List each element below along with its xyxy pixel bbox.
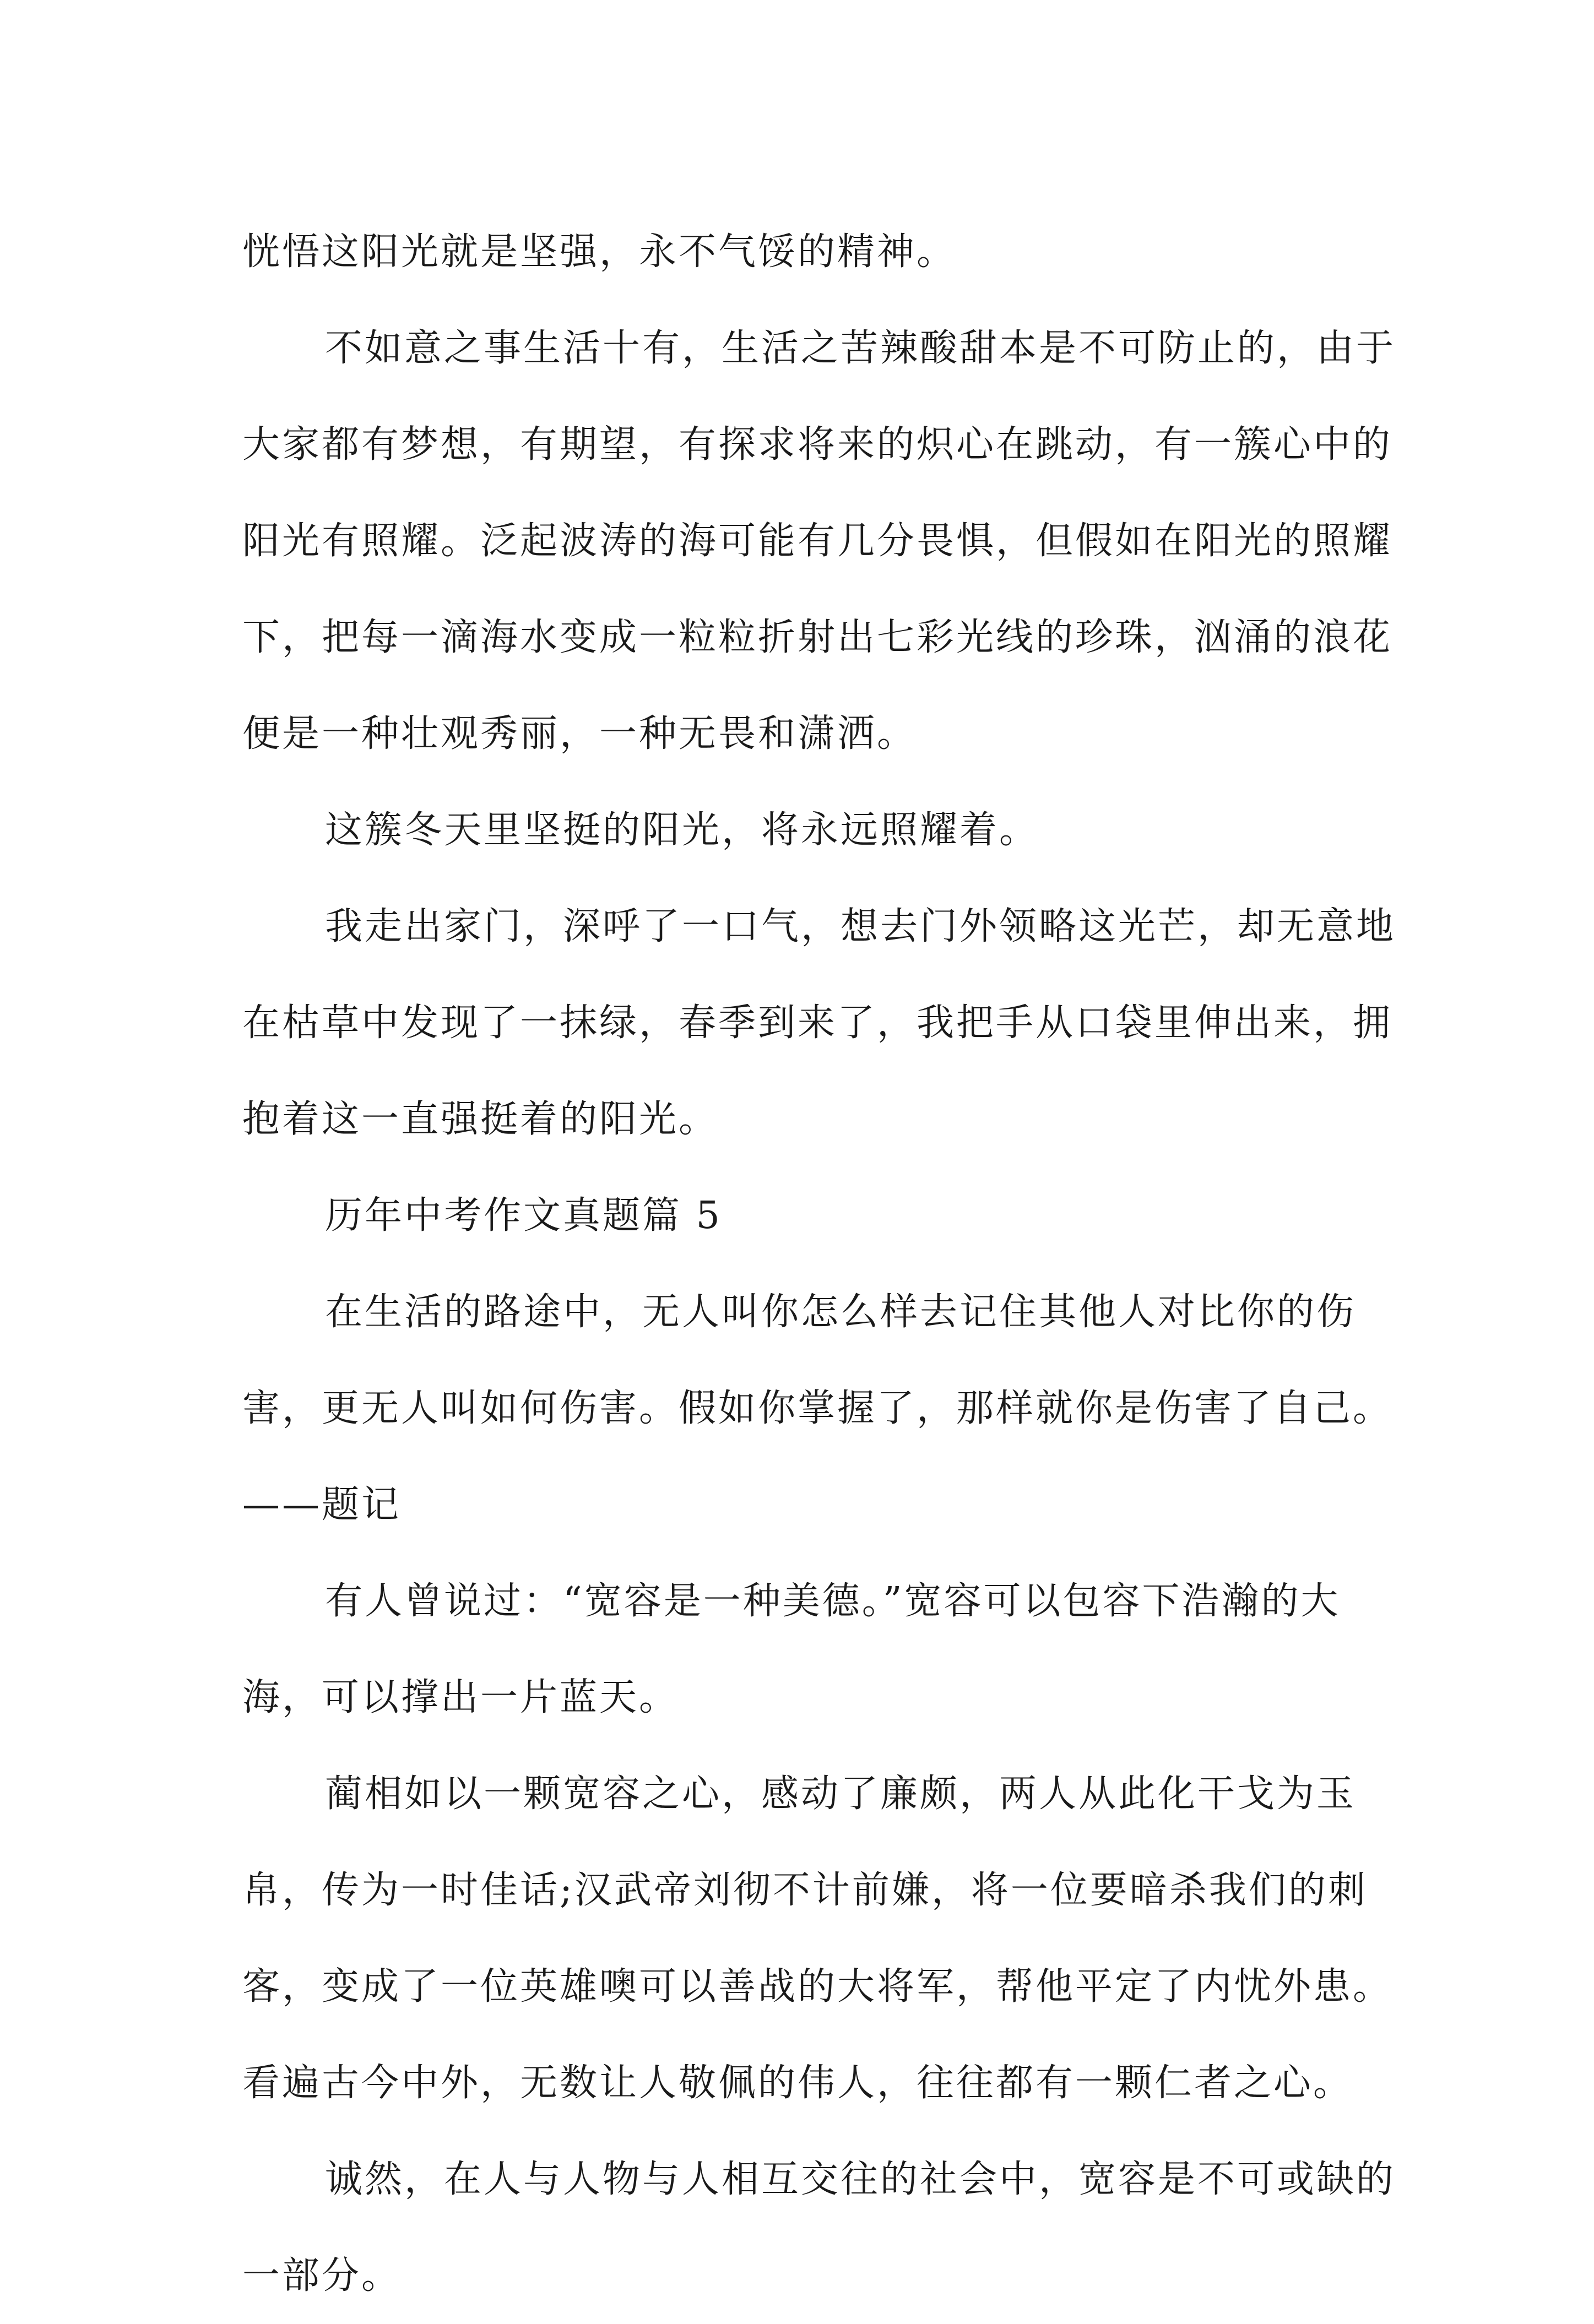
paragraph-1: 恍悟这阳光就是坚强，永不气馁的精神。 bbox=[242, 230, 957, 274]
paragraph-6: 在生活的路途中，无人叫你怎么样去记住其他人对比你的伤害，更无人叫如何伤害。假如你掌握了，那样就你是伤害了自己。——题记 bbox=[242, 1290, 1393, 1527]
paragraph-4: 我走出家门，深呼了一口气，想去门外领略这光芒，却无意地在枯草中发现了一抹绿，春季到来了，我把手从口袋里伸出来，拥抱着这一直强挺着的阳光。 bbox=[242, 905, 1396, 1141]
paragraph-7: 有人曾说过：“宽容是一种美德。”宽容可以包容下浩瀚的大海，可以撑出一片蓝天。 bbox=[242, 1579, 1341, 1719]
document-body bbox=[242, 204, 1399, 2324]
paragraph-8: 蔺相如以一颗宽容之心，感动了廉颇，两人从此化干戈为玉帛，传为一时佳话;汉武帝刘彻不计前嫌，将一位要暗杀我们的刺客，变成了一位英雄噢可以善战的大将军，帮他平定了内忧外患。看遍古今中外，无数让人敬佩的伟人，往往都有一颗仁者之心。 bbox=[242, 1772, 1393, 2105]
paragraph-3: 这簇冬天里坚挺的阳光，将永远照耀着。 bbox=[325, 808, 1039, 852]
paragraph-2: 不如意之事生活十有，生活之苦辣酸甜本是不可防止的，由于大家都有梦想，有期望，有探求将来的炽心在跳动，有一簇心中的阳光有照耀。泛起波涛的海可能有几分畏惧，但假如在阳光的照耀下，把每一滴海水变成一粒粒折射出七彩光线的珍珠，汹涌的浪花便是一种壮观秀丽，一种无畏和潇洒。 bbox=[242, 327, 1396, 756]
section-heading: 历年中考作文真题篇 5 bbox=[325, 1194, 722, 1237]
paragraph-9: 诚然，在人与人物与人相互交往的社会中，宽容是不可或缺的一部分。 bbox=[242, 2158, 1396, 2298]
